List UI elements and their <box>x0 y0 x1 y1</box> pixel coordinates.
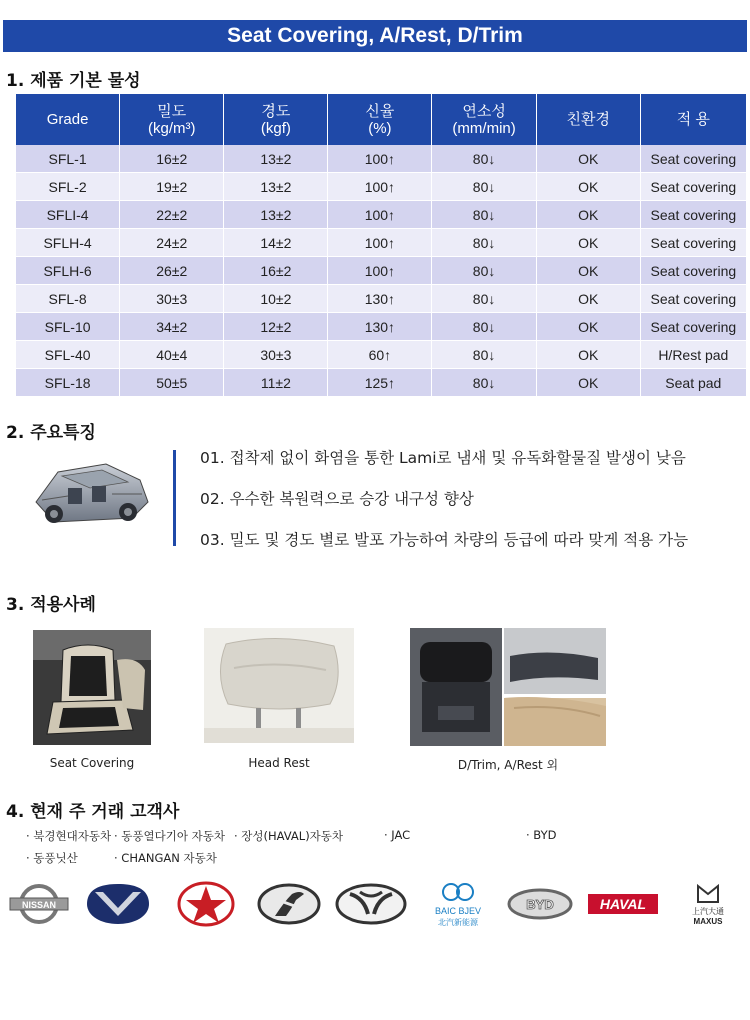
door-trim-armrest-photo <box>410 628 606 746</box>
table-cell: 130↑ <box>328 313 432 341</box>
column-header-title: 경도 <box>261 102 291 120</box>
table-cell: SFLH-6 <box>16 257 120 285</box>
section-heading-features: 2. 주요특징 <box>6 423 96 443</box>
table-cell: H/Rest pad <box>640 341 746 369</box>
column-header <box>640 94 746 145</box>
table-cell: 50±5 <box>120 369 224 397</box>
table-cell: OK <box>536 285 640 313</box>
seat-covering-photo <box>33 630 151 745</box>
page-banner: Seat Covering, A/Rest, D/Trim <box>3 20 747 52</box>
column-header <box>16 94 120 145</box>
feature-item-3: 03. 밀도 및 경도 별로 발포 가능하여 차량의 등급에 따라 맞게 적용 가능 <box>200 531 689 549</box>
table-cell: 125↑ <box>328 369 432 397</box>
table-cell: 100↑ <box>328 257 432 285</box>
example-caption-headrest: Head Rest <box>248 756 310 770</box>
table-cell: 26±2 <box>120 257 224 285</box>
table-cell: 80↓ <box>432 341 536 369</box>
svg-text:HAVAL: HAVAL <box>599 896 647 912</box>
table-row <box>16 173 746 201</box>
table-cell: 30±3 <box>224 341 328 369</box>
table-cell: 14±2 <box>224 229 328 257</box>
table-cell: 13±2 <box>224 201 328 229</box>
hyundai-logo <box>256 880 322 928</box>
car-chassis-image <box>28 450 154 532</box>
table-cell: SFL-40 <box>16 341 120 369</box>
table-cell: SFLH-4 <box>16 229 120 257</box>
table-cell: 22±2 <box>120 201 224 229</box>
table-cell: 80↓ <box>432 229 536 257</box>
table-cell: OK <box>536 173 640 201</box>
feature-item-1: 01. 접착제 없이 화염을 통한 Lami로 냄새 및 유독화할물질 발생이 낮음 <box>200 449 686 467</box>
table-row <box>16 257 746 285</box>
table-row <box>16 145 746 173</box>
properties-table <box>16 94 746 397</box>
table-cell: OK <box>536 369 640 397</box>
customer-beijing-hyundai: · 북경현대자동차 <box>26 829 112 843</box>
column-header-unit: (%) <box>368 119 392 137</box>
table-cell: Seat covering <box>640 313 746 341</box>
saic-maxus-logo <box>676 880 740 928</box>
jac-logo <box>176 880 236 928</box>
table-row <box>16 313 746 341</box>
column-header <box>536 94 640 145</box>
column-header-title: 친환경 <box>566 111 610 128</box>
table-cell: 80↓ <box>432 285 536 313</box>
table-cell: 80↓ <box>432 369 536 397</box>
section-heading-applications: 3. 적용사례 <box>6 595 96 615</box>
head-rest-photo <box>204 628 354 743</box>
table-cell: 80↓ <box>432 257 536 285</box>
table-cell: 100↑ <box>328 229 432 257</box>
table-cell: 24±2 <box>120 229 224 257</box>
table-cell: SFLI-4 <box>16 201 120 229</box>
column-header <box>120 94 224 145</box>
table-cell: 80↓ <box>432 145 536 173</box>
table-cell: 11±2 <box>224 369 328 397</box>
dongfeng-logo <box>334 880 408 928</box>
svg-text:BAIC BJEV: BAIC BJEV <box>434 906 482 916</box>
table-cell: 130↑ <box>328 285 432 313</box>
table-cell: Seat covering <box>640 145 746 173</box>
table-cell: Seat covering <box>640 201 746 229</box>
section-heading-properties: 1. 제품 기본 물성 <box>6 71 141 91</box>
table-row <box>16 229 746 257</box>
table-cell: OK <box>536 145 640 173</box>
table-cell: 100↑ <box>328 201 432 229</box>
customer-byd: · BYD <box>526 828 557 842</box>
changan-logo <box>83 880 153 928</box>
table-cell: 60↑ <box>328 341 432 369</box>
customer-changan: · CHANGAN 자동차 <box>114 851 217 865</box>
table-cell: Seat covering <box>640 285 746 313</box>
customer-great-wall-haval: · 장성(HAVAL)자동차 <box>234 829 344 843</box>
table-cell: SFL-10 <box>16 313 120 341</box>
table-cell: 80↓ <box>432 173 536 201</box>
table-cell: 34±2 <box>120 313 224 341</box>
column-header <box>432 94 536 145</box>
table-cell: 80↓ <box>432 201 536 229</box>
table-cell: OK <box>536 201 640 229</box>
table-cell: 100↑ <box>328 145 432 173</box>
column-header-unit: (kgf) <box>260 119 291 137</box>
table-cell: 13±2 <box>224 145 328 173</box>
example-caption-seat: Seat Covering <box>49 756 135 770</box>
table-cell: 16±2 <box>224 257 328 285</box>
table-row <box>16 369 746 397</box>
table-header-row <box>16 94 746 145</box>
baic-bjev-logo <box>420 880 496 928</box>
table-cell: OK <box>536 313 640 341</box>
table-cell: 40±4 <box>120 341 224 369</box>
table-cell: SFL-18 <box>16 369 120 397</box>
feature-item-2: 02. 우수한 복원력으로 승강 내구성 향상 <box>200 490 474 508</box>
table-cell: SFL-2 <box>16 173 120 201</box>
table-cell: SFL-8 <box>16 285 120 313</box>
table-cell: 13±2 <box>224 173 328 201</box>
table-cell: 12±2 <box>224 313 328 341</box>
column-header <box>328 94 432 145</box>
table-row <box>16 285 746 313</box>
table-cell: 10±2 <box>224 285 328 313</box>
column-header-unit: (kg/m³) <box>148 119 196 137</box>
table-cell: Seat covering <box>640 173 746 201</box>
column-header-unit: (mm/min) <box>452 119 516 137</box>
column-header-title: 밀도 <box>157 102 187 120</box>
column-header-title: 신율 <box>365 102 395 120</box>
svg-text:MAXUS: MAXUS <box>693 917 723 926</box>
table-cell: 30±3 <box>120 285 224 313</box>
byd-logo <box>506 880 574 928</box>
table-cell: Seat covering <box>640 257 746 285</box>
column-header <box>224 94 328 145</box>
table-cell: 16±2 <box>120 145 224 173</box>
table-row <box>16 201 746 229</box>
column-header-title: 적 용 <box>676 111 710 128</box>
table-cell: Seat pad <box>640 369 746 397</box>
table-cell: Seat covering <box>640 229 746 257</box>
haval-logo <box>586 880 660 928</box>
section-heading-customers: 4. 현재 주 거래 고객사 <box>6 802 180 822</box>
features-accent-bar <box>173 450 176 546</box>
column-header-title: 연소성 <box>462 102 506 120</box>
table-cell: 100↑ <box>328 173 432 201</box>
table-cell: OK <box>536 341 640 369</box>
table-row <box>16 341 746 369</box>
example-caption-trim: D/Trim, A/Rest 외 <box>457 758 559 772</box>
customer-dongfeng-nissan: · 동풍닛산 <box>26 851 78 865</box>
svg-text:北汽新能源: 北汽新能源 <box>438 918 478 927</box>
table-cell: 19±2 <box>120 173 224 201</box>
svg-text:上汽大通: 上汽大通 <box>692 907 724 916</box>
customer-dongfeng-yueda-kia: · 동풍열다기아 자동차 <box>114 829 225 843</box>
svg-text:BYD: BYD <box>526 897 554 912</box>
column-header-title: Grade <box>46 111 89 128</box>
table-body <box>16 145 746 397</box>
svg-text:NISSAN: NISSAN <box>21 900 57 910</box>
customer-jac: · JAC <box>384 828 411 842</box>
table-cell: OK <box>536 257 640 285</box>
table-cell: OK <box>536 229 640 257</box>
table-cell: SFL-1 <box>16 145 120 173</box>
table-cell: 80↓ <box>432 313 536 341</box>
nissan-logo <box>8 880 70 928</box>
